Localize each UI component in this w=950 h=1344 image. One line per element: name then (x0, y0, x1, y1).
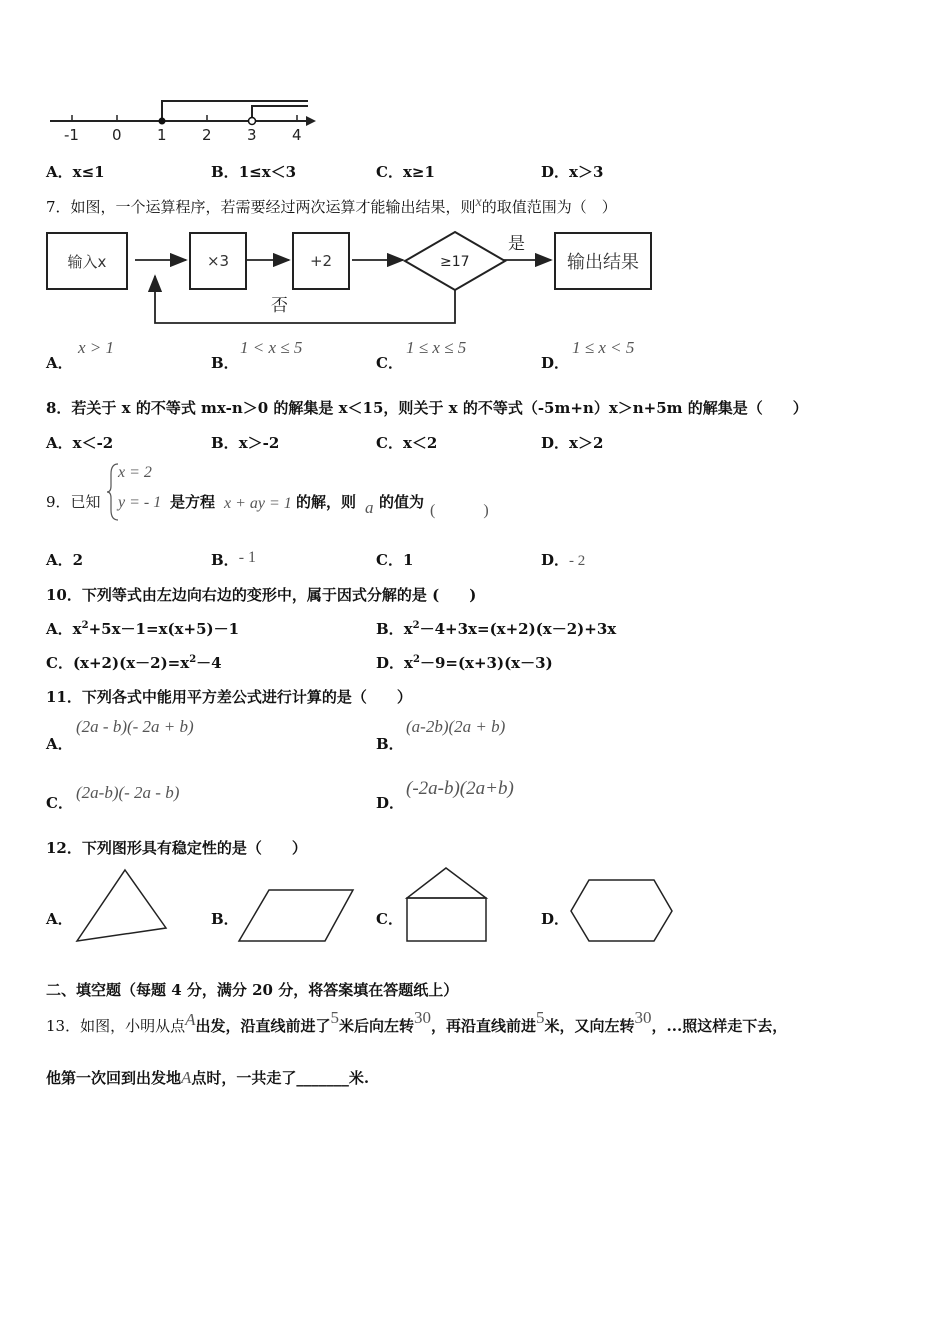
q8-option-c: C．x＜2 (376, 434, 438, 452)
hexagon-shape (571, 880, 672, 941)
question-8-stem: 8．若关于 x 的不等式 mx-n＞0 的解集是 x＜15，则关于 x 的不等式（-5m+n）x＞n+5m 的解集是（ ） (46, 399, 808, 417)
q7-option-d-math: 1 ≤ x < 5 (572, 338, 635, 357)
q11-option-a-math: (2a - b)(- 2a + b) (76, 717, 194, 736)
option-b: B．1≤x＜3 (211, 163, 297, 181)
option-c: C．x≥1 (376, 163, 435, 181)
q11-option-c: C． (46, 794, 73, 812)
tick-label: 1 (157, 126, 167, 144)
q10-option-b: B．$x^2-4+3x=(x+2)(x-2)+3x$ (376, 620, 617, 638)
question-13-line-1: 13．如图，小明从点A出发，沿直线前进了5米后向左转30，再沿直线前进5米，又向左转30，...照这样走下去， (46, 1008, 788, 1035)
system-line-1: x = 2 (118, 464, 152, 481)
q9-option-c: C．1 (376, 551, 414, 569)
tick-label: -1 (64, 126, 79, 144)
q12-option-a: A． (46, 910, 73, 928)
q11-option-b: B． (376, 735, 404, 753)
q7-option-c: C． (376, 354, 403, 372)
flow-add-box: +2 (292, 232, 350, 290)
option-a: A．x≤1 (46, 163, 105, 181)
q11-option-b-math: (a-2b)(2a + b) (406, 717, 506, 736)
question-11-stem: 11．下列各式中能用平方差公式进行计算的是（ ） (46, 688, 412, 706)
question-12-stem: 12．下列图形具有稳定性的是（ ） (46, 839, 307, 857)
tick-label: 0 (112, 126, 122, 144)
q7-option-d: D． (541, 354, 570, 372)
parallelogram-shape (239, 890, 353, 941)
q9-text-mid: 是方程 (170, 493, 216, 511)
section-2-title: 二、填空题（每题 4 分，满分 20 分，将答案填在答题纸上） (46, 981, 459, 999)
flow-condition-label: ≥17 (440, 254, 470, 270)
q12-option-b: B． (211, 910, 239, 928)
q7-option-b: B． (211, 354, 239, 372)
q9-text-tail: 的值为 (379, 493, 425, 511)
q11-option-a: A． (46, 735, 73, 753)
house-shape (407, 868, 486, 941)
flow-input-box: 输入x (46, 232, 128, 290)
q8-option-b: B．x＞-2 (211, 434, 280, 452)
q10-option-c: C．$(x+2)(x-2)=x^2-4$ (46, 654, 222, 672)
q8-option-a: A．x＜-2 (46, 434, 114, 452)
q10-option-a: A．$x^2+5x-1=x(x+5)-1$ (46, 620, 240, 638)
q7-option-a-math: x > 1 (78, 338, 115, 357)
q7-option-a: A． (46, 354, 73, 372)
q11-option-c-math: (2a-b)(- 2a - b) (76, 783, 180, 802)
q10-option-d: D．$x^2-9=(x+3)(x-3)$ (376, 654, 553, 672)
q9-option-a: A．2 (46, 551, 84, 569)
q9-text-mid2: 的解，则 (296, 493, 357, 511)
flow-yes-label: 是 (508, 234, 525, 254)
q8-option-d: D．x＞2 (541, 434, 604, 452)
q9-var-a: a (365, 498, 374, 517)
question-13-line-2: 他第一次回到出发地A点时，一共走了_______米. (46, 1068, 370, 1087)
flow-no-label: 否 (271, 296, 288, 316)
q9-option-b: B．- 1 (211, 549, 257, 569)
q12-option-d: D． (541, 910, 570, 928)
question-9-prefix: 9．已知 (46, 493, 101, 511)
tick-label: 3 (247, 126, 257, 144)
q9-paren: ( ) (430, 502, 489, 519)
q12-option-c: C． (376, 910, 403, 928)
tick-label: 4 (292, 126, 302, 144)
tick-label: 2 (202, 126, 212, 144)
flow-output-box: 输出结果 (554, 232, 652, 290)
question-7-stem: 7．如图，一个运算程序，若需要经过两次运算才能输出结果，则x的取值范围为（ ） (46, 195, 617, 216)
option-d: D．x＞3 (541, 163, 604, 181)
question-10-stem: 10．下列等式由左边向右边的变形中，属于因式分解的是 ( ) (46, 586, 477, 604)
system-line-2: y = - 1 (118, 494, 162, 511)
q7-option-b-math: 1 < x ≤ 5 (240, 338, 303, 357)
q7-option-c-math: 1 ≤ x ≤ 5 (406, 338, 467, 357)
triangle-shape (77, 870, 166, 941)
q9-equation: x + ay = 1 (224, 495, 292, 512)
q11-option-d: D． (376, 794, 405, 812)
flow-multiply-box: ×3 (189, 232, 247, 290)
q11-option-d-math: (-2a-b)(2a+b) (406, 778, 514, 799)
q9-option-d: D．- 2 (541, 551, 586, 569)
